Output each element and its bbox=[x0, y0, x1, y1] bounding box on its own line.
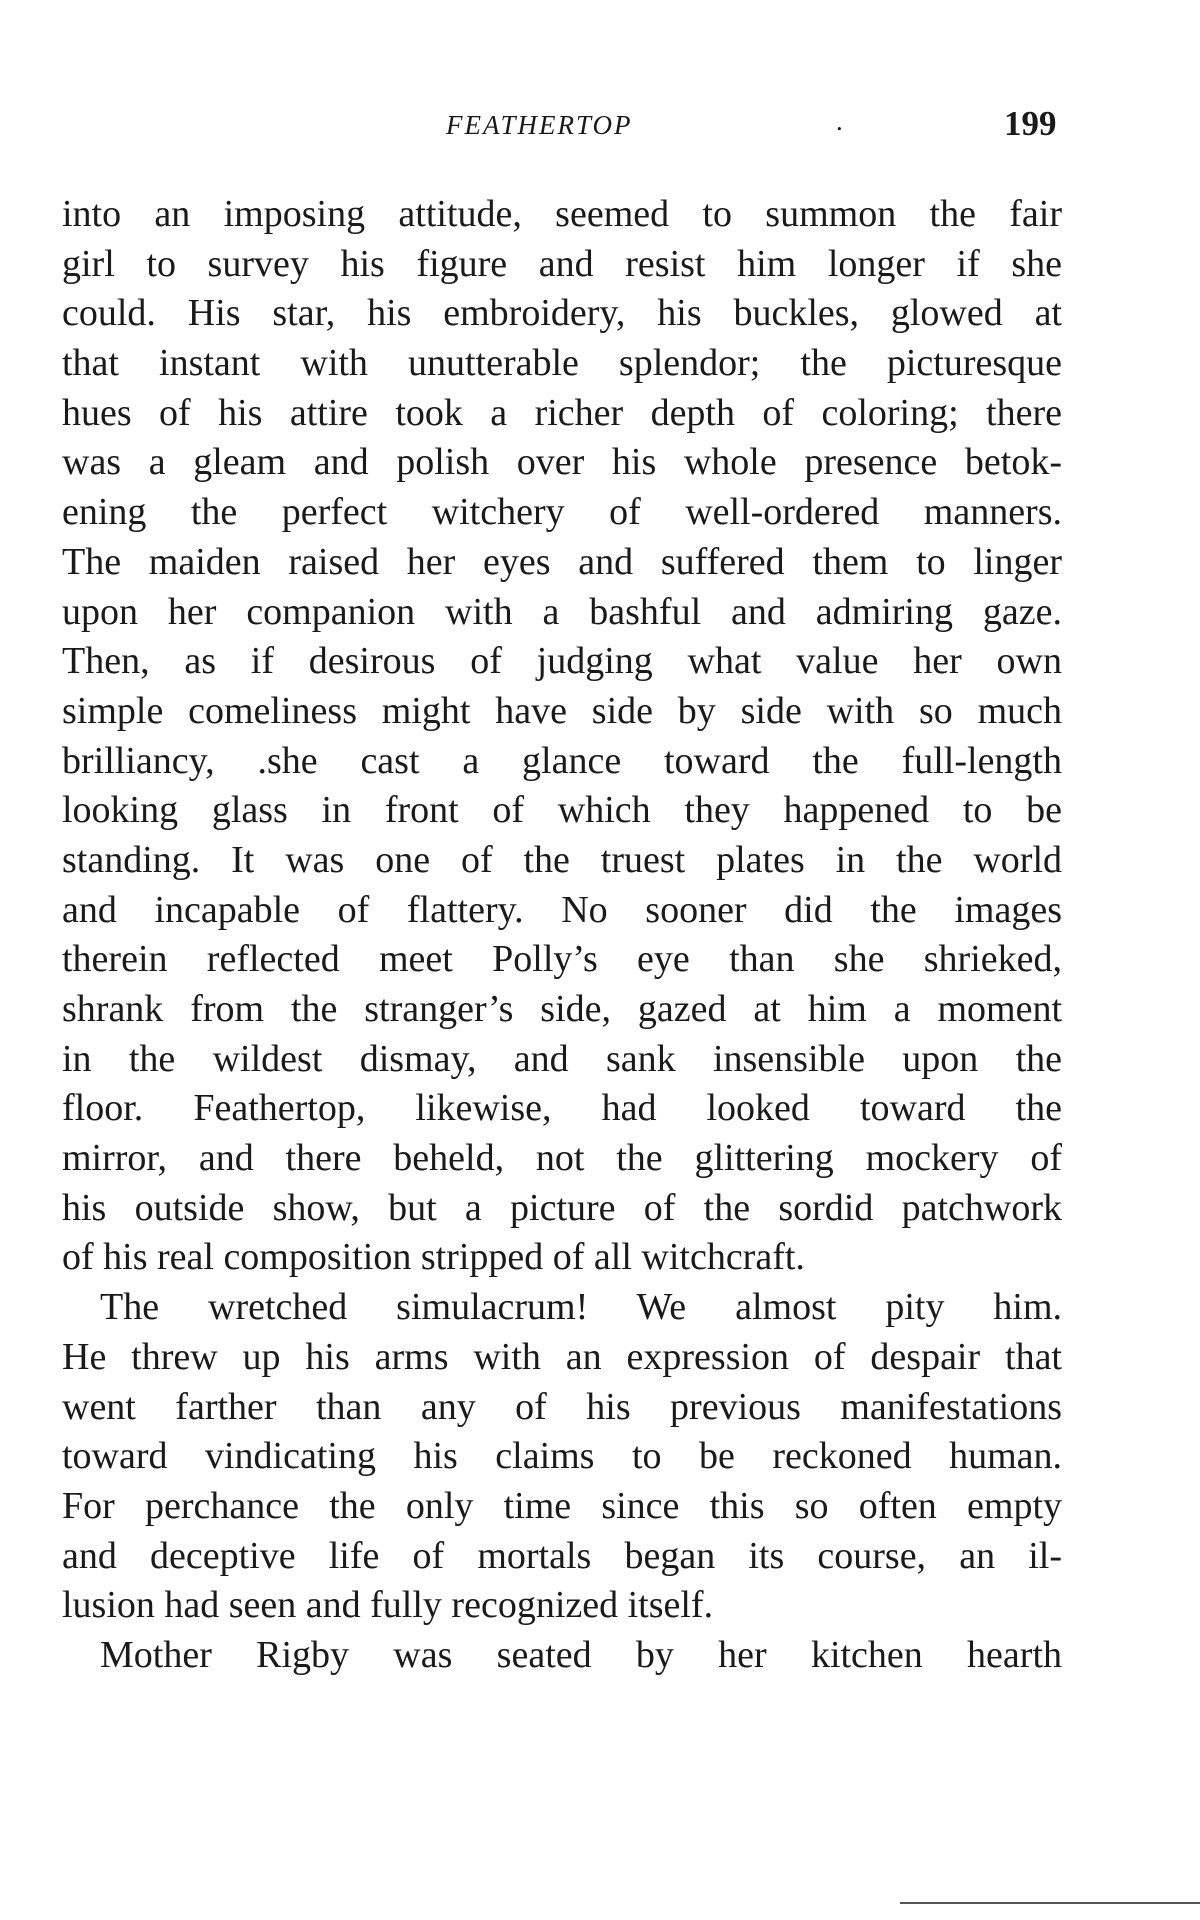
text-line: lusion had seen and fully recognized itself. bbox=[62, 1584, 714, 1627]
text-line: upon her companion with a bashful and admiring gaze. bbox=[62, 590, 1062, 633]
text-line: that instant with unutterable splendor; the picturesque bbox=[62, 342, 1062, 385]
body-text bbox=[62, 190, 1062, 1681]
text-line: could. His star, his embroidery, his buckles, glowed at bbox=[62, 292, 1062, 335]
text-line: in the wildest dismay, and sank insensible upon the bbox=[62, 1037, 1062, 1080]
text-line: his outside show, but a picture of the sordid patchwork bbox=[62, 1186, 1062, 1229]
text-line: shrank from the stranger’s side, gazed at him a moment bbox=[62, 988, 1062, 1030]
text-line: was a gleam and polish over his whole presence betok- bbox=[62, 441, 1062, 484]
paragraph-first-line: The wretched simulacrum! We almost pity him. bbox=[100, 1286, 1062, 1329]
text-line: into an imposing attitude, seemed to summon the fair bbox=[62, 193, 1062, 235]
text-line: of his real composition stripped of all witchcraft. bbox=[62, 1236, 805, 1279]
text-line: looking glass in front of which they happened to be bbox=[62, 789, 1062, 832]
text-line: girl to survey his figure and resist him longer if she bbox=[62, 242, 1062, 285]
page-edge-rule bbox=[900, 1902, 1200, 1904]
text-line: Then, as if desirous of judging what value her own bbox=[62, 640, 1062, 683]
text-line: and incapable of flattery. No sooner did the images bbox=[62, 888, 1062, 931]
text-line: went farther than any of his previous manifestations bbox=[62, 1385, 1062, 1428]
page-header bbox=[0, 104, 1200, 154]
text-line: The maiden raised her eyes and suffered them to linger bbox=[62, 540, 1062, 583]
text-line: hues of his attire took a richer depth of coloring; there bbox=[62, 391, 1062, 434]
text-line: therein reflected meet Polly’s eye than she shrieked, bbox=[62, 938, 1062, 981]
page-number: 199 bbox=[1004, 104, 1057, 143]
text-line: He threw up his arms with an expression of despair that bbox=[62, 1335, 1062, 1378]
text-line: brilliancy, .she cast a glance toward the full-length bbox=[62, 739, 1062, 782]
header-dot: . bbox=[836, 106, 843, 136]
text-line: simple comeliness might have side by side with so much bbox=[62, 689, 1062, 732]
running-title: FEATHERTOP bbox=[446, 110, 633, 140]
text-line: toward vindicating his claims to be reckoned human. bbox=[62, 1435, 1062, 1478]
text-line: mirror, and there beheld, not the glittering mockery of bbox=[62, 1137, 1062, 1180]
text-line: standing. It was one of the truest plates in the world bbox=[62, 838, 1062, 881]
text-line: For perchance the only time since this so often empty bbox=[62, 1484, 1062, 1527]
text-line: floor. Feathertop, likewise, had looked toward the bbox=[62, 1087, 1062, 1130]
text-line: ening the perfect witchery of well-ordered manners. bbox=[62, 491, 1062, 534]
text-line: and deceptive life of mortals began its course, an il- bbox=[62, 1534, 1062, 1577]
paragraph-first-line: Mother Rigby was seated by her kitchen hearth bbox=[100, 1633, 1062, 1676]
